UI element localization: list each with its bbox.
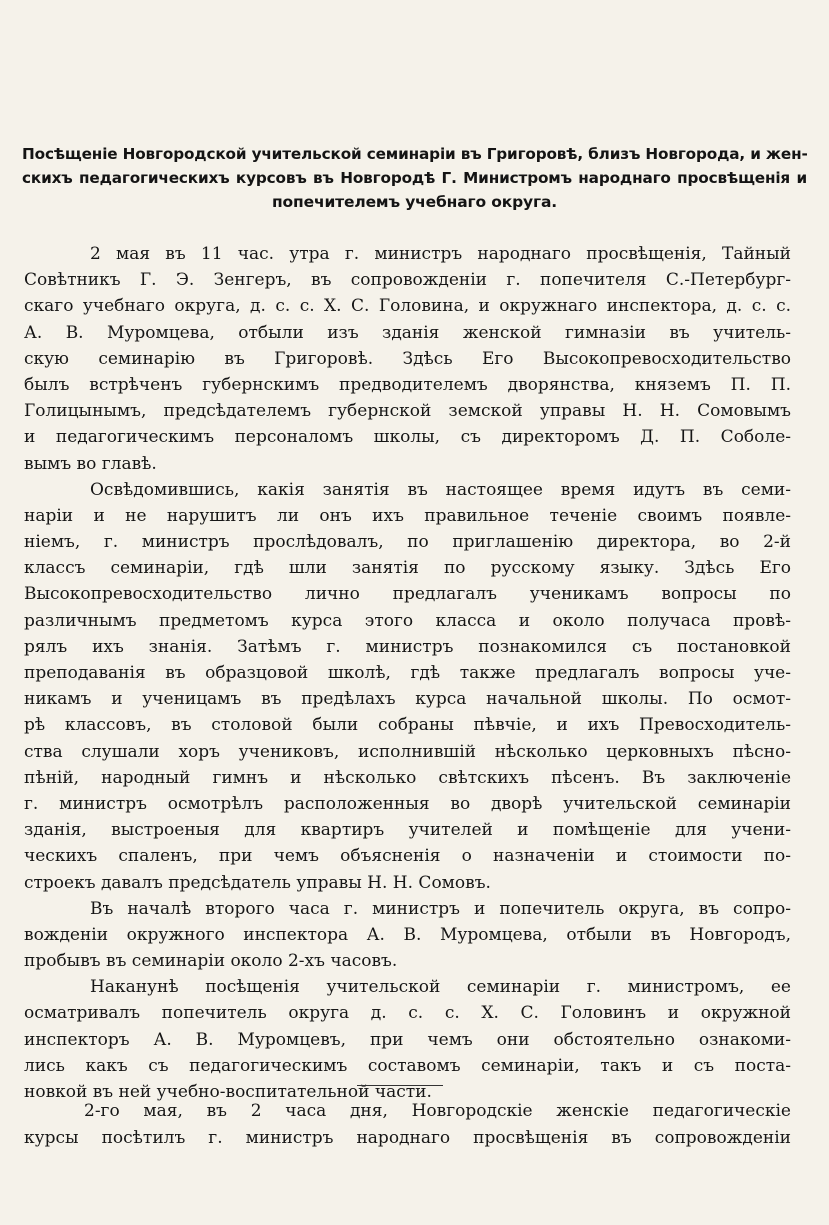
text-line: рялъ ихъ знанія. Затѣмъ г. министръ познакомился съ постановкой [24,636,791,657]
text-line: различнымъ предметомъ курса этого класса и около получаса провѣ- [24,610,791,631]
text-line: Высокопревосходительство лично предлагалъ ученикамъ вопросы по [24,584,791,605]
text-line: вымъ во главѣ. [24,453,157,474]
text-line: 2 мая въ 11 час. утра г. министръ народнаго просвѣщенія, Тайный [90,244,791,264]
text-line: рѣ классовъ, въ столовой были собраны пѣвчіе, и ихъ Превосходитель- [24,715,791,736]
text-line: скую семинарію въ Григоровѣ. Здѣсь Его Высокопревосходительство [24,348,791,369]
text-line: Въ началѣ второго часа г. министръ и попечитель округа, въ сопро- [90,898,791,919]
heading-line-2: скихъ педагогическихъ курсовъ въ Новгородѣ Г. Министромъ народнаго просвѣщенія и [22,169,807,187]
section-divider [357,1085,443,1086]
text-line: инспекторъ А. В. Муромцевъ, при чемъ они обстоятельно ознакоми- [24,1029,791,1050]
text-line: 2-го мая, въ 2 часа дня, Новгородскіе женскіе педагогическіе [84,1101,791,1121]
text-line: пѣній, народный гимнъ и нѣсколько свѣтскихъ пѣсенъ. Въ заключеніе [24,767,791,788]
text-line: скаго учебнаго округа, д. с. с. Х. С. Головина, и окружнаго инспектора, д. с. с. [24,296,791,317]
text-line: курсы посѣтилъ г. министръ народнаго просвѣщенія въ сопровожденіи [24,1128,791,1148]
article-heading [22,142,807,214]
heading-line-3: попечителемъ учебнаго округа. [271,193,557,211]
text-line: лись какъ съ педагогическимъ составомъ семинаріи, такъ и съ поста- [24,1055,791,1076]
text-line: ства слушали хоръ учениковъ, исполнившій нѣсколько церковныхъ пѣсно- [24,741,791,762]
text-line: ніемъ, г. министръ прослѣдовалъ, по приглашенію директора, во 2-й [24,532,791,553]
text-line: никамъ и ученицамъ въ предѣлахъ курса начальной школы. По осмот- [24,689,791,710]
text-line: пробывъ въ семинаріи около 2-хъ часовъ. [24,951,398,972]
text-line: ческихъ спаленъ, при чемъ объясненія о назначеніи и стоимости по- [24,846,791,867]
heading-line-1: Посѣщеніе Новгородской учительской семинаріи въ Григоровѣ, близъ Новгорода, и жен- [22,145,808,163]
text-line: г. министръ осмотрѣлъ расположенныя во дворѣ учительской семинаріи [24,793,791,814]
text-line: зданія, выстроеныя для квартиръ учителей и помѣщеніе для учени- [24,820,791,841]
text-line: классъ семинаріи, гдѣ шли занятія по русскому языку. Здѣсь Его [24,558,791,579]
paragraph-2 [24,477,791,896]
text-line: строекъ давалъ предсѣдатель управы Н. Н. Сомовъ. [24,872,491,893]
text-line: Освѣдомившись, какія занятія въ настоящее время идутъ въ семи- [90,479,791,500]
text-line: вожденіи окружного инспектора А. В. Муромцева, отбыли въ Новгородъ, [24,924,791,945]
paragraph-1 [24,241,791,477]
text-line: преподаванія въ образцовой школѣ, гдѣ также предлагалъ вопросы уче- [24,663,791,683]
text-line: былъ встрѣченъ губернскимъ предводителемъ дворянства, княземъ П. П. [24,374,791,395]
article-body [24,241,791,1105]
text-line: и педагогическимъ персоналомъ школы, съ директоромъ Д. П. Соболе- [24,427,791,448]
next-section-text [24,1098,791,1152]
paragraph-3 [24,896,791,975]
text-line: осматривалъ попечитель округа д. с. с. Х. С. Головинъ и окружной [24,1003,791,1024]
text-line: новкой въ ней учебно-воспитательной части. [24,1082,432,1102]
text-line: Наканунѣ посѣщенія учительской семинаріи г. министромъ, ее [90,977,791,998]
text-line: Голицынымъ, предсѣдателемъ губернской земской управы Н. Н. Сомовымъ [24,401,791,422]
text-line: наріи и не нарушитъ ли онъ ихъ правильное теченіе своимъ появле- [24,505,791,526]
text-line: А. В. Муромцева, отбыли изъ зданія женской гимназіи въ учитель- [24,322,791,343]
text-line: Совѣтникъ Г. Э. Зенгеръ, въ сопровожденіи г. попечителя С.-Петербург- [24,270,791,291]
